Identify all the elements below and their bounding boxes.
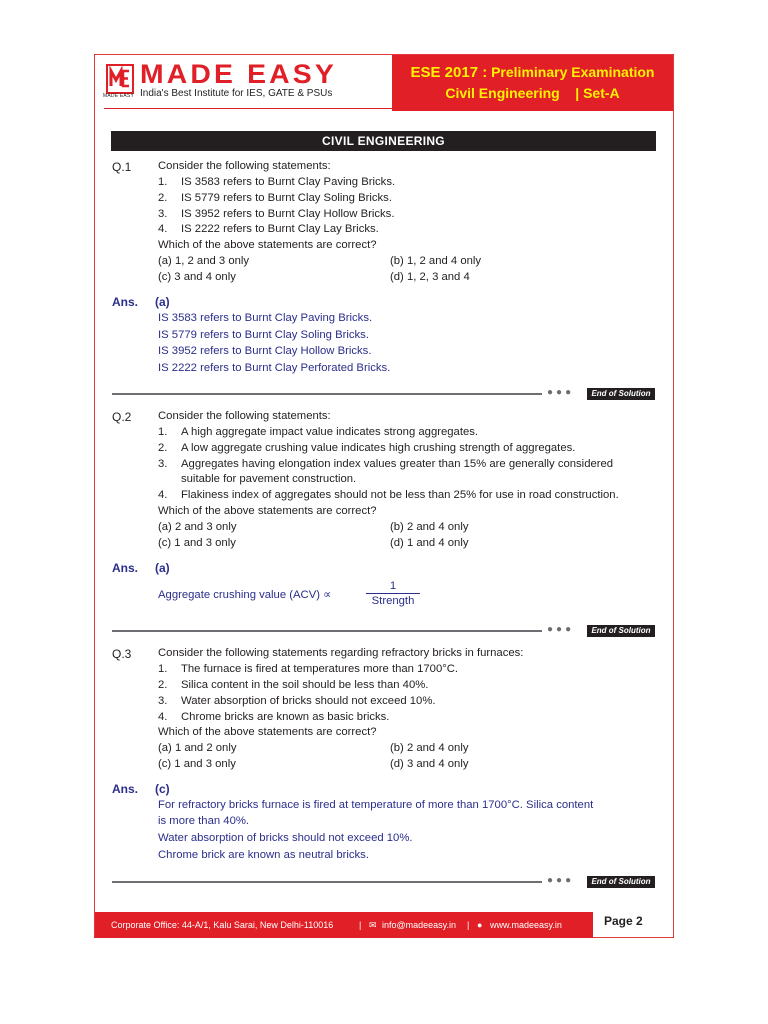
solution-line: IS 3952 refers to Burnt Clay Hollow Bricks. [158,345,372,357]
logo-icon [108,66,132,92]
statement-text: Water absorption of bricks should not exceed 10%. [181,695,436,707]
option-b: (b) 2 and 4 only [390,742,469,754]
solution-line: For refractory bricks furnace is fired at temperature of more than 1700°C. Silica content [158,799,594,811]
question-stem: Consider the following statements regarding refractory bricks in furnaces: [158,647,524,659]
statement-num: 1. [158,663,168,675]
statement-text: Silica content in the soil should be less than 40%. [181,679,429,691]
statement-num: 2. [158,679,168,691]
question-prompt: Which of the above statements are correct? [158,726,377,738]
statement-num: 2. [158,442,168,454]
question-number: Q.3 [112,647,132,661]
statement-text: IS 3952 refers to Burnt Clay Hollow Bricks. [181,208,395,220]
formula-numerator: 1 [389,580,397,592]
globe-icon: ● [477,920,483,930]
formula-denominator: Strength [366,593,420,607]
formula-fraction [366,580,420,607]
statement-num: 4. [158,223,168,235]
option-a: (a) 1 and 2 only [158,742,237,754]
statement-text: Chrome bricks are known as basic bricks. [181,711,390,723]
option-d: (d) 1, 2, 3 and 4 [390,271,470,283]
statement-text: A high aggregate impact value indicates strong aggregates. [181,426,479,438]
option-c: (c) 1 and 3 only [158,537,236,549]
option-a: (a) 2 and 3 only [158,521,237,533]
answer-value: (a) [155,561,170,575]
statement-text: Flakiness index of aggregates should not be less than 25% for use in road construction. [181,489,619,501]
statement-num: 3. [158,458,168,470]
footer-office: Corporate Office: 44-A/1, Kalu Sarai, New Delhi-110016 [111,920,334,930]
solution-line: IS 2222 refers to Burnt Clay Perforated Bricks. [158,362,391,374]
option-b: (b) 2 and 4 only [390,521,469,533]
solution-line: Water absorption of bricks should not exceed 10%. [158,832,413,844]
statement-text: IS 3583 refers to Burnt Clay Paving Bricks. [181,176,396,188]
statement-text: Aggregates having elongation index values greater than 15% are generally considered [181,458,614,470]
statement-num: 1. [158,176,168,188]
option-d: (d) 1 and 4 only [390,537,469,549]
answer-value: (c) [155,782,170,796]
exam-header [392,55,673,111]
question-number: Q.1 [112,160,132,174]
footer-website[interactable]: www.madeeasy.in [490,920,562,930]
statement-text: A low aggregate crushing value indicates high crushing strength of aggregates. [181,442,576,454]
brand-tagline: India's Best Institute for IES, GATE & PSUs [140,88,333,99]
option-b: (b) 1, 2 and 4 only [390,255,482,267]
footer-bar [95,912,593,938]
footer-email[interactable]: info@madeeasy.in [382,920,457,930]
end-of-solution-badge: End of Solution [587,388,655,400]
solution-divider [112,393,542,395]
exam-title-line [392,64,673,81]
exam-title: Preliminary Examination [491,64,655,80]
exam-set: | Set-A [575,85,620,101]
made-easy-logo-mark [106,64,134,94]
statement-num: 4. [158,711,168,723]
brand-name: MADE EASY [140,59,337,89]
statement-text: suitable for pavement construction. [181,473,357,485]
statement-num: 4. [158,489,168,501]
statement-num: 3. [158,695,168,707]
solution-line: IS 5779 refers to Burnt Clay Soling Bricks. [158,329,369,341]
statement-num: 2. [158,192,168,204]
question-stem: Consider the following statements: [158,410,331,422]
statement-num: 3. [158,208,168,220]
answer-value: (a) [155,295,170,309]
solution-line: Chrome brick are known as neutral bricks. [158,849,369,861]
formula-lhs: Aggregate crushing value (ACV) ∝ [158,589,332,601]
exam-code: ESE 2017 : [410,64,488,81]
exam-subject: Civil Engineering [445,85,560,101]
question-prompt: Which of the above statements are correct? [158,239,377,251]
option-d: (d) 3 and 4 only [390,758,469,770]
footer-separator: | [467,920,470,930]
answer-label: Ans. [112,295,139,309]
solution-line: is more than 40%. [158,815,250,827]
question-prompt: Which of the above statements are correct? [158,505,377,517]
page-number: Page 2 [604,914,643,928]
statement-num: 1. [158,426,168,438]
solution-divider [112,881,542,883]
solution-divider [112,630,542,632]
option-c: (c) 1 and 3 only [158,758,236,770]
statement-text: The furnace is fired at temperatures more than 1700°C. [181,663,459,675]
exam-subject-line [392,85,673,101]
question-stem: Consider the following statements: [158,160,331,172]
end-of-solution-badge: End of Solution [587,876,655,888]
divider-dots: ●●● [547,875,575,886]
divider-dots: ●●● [547,624,575,635]
mail-icon: ✉ [369,920,377,930]
question-number: Q.2 [112,410,132,424]
logo-caption: MADE EASY [103,93,134,99]
end-of-solution-badge: End of Solution [587,625,655,637]
option-a: (a) 1, 2 and 3 only [158,255,250,267]
solution-line: IS 3583 refers to Burnt Clay Paving Bricks. [158,312,373,324]
answer-label: Ans. [112,561,139,575]
divider-dots: ●●● [547,387,575,398]
statement-text: IS 5779 refers to Burnt Clay Soling Bricks. [181,192,392,204]
answer-label: Ans. [112,782,139,796]
header-divider [104,108,392,109]
section-title: CIVIL ENGINEERING [111,131,656,151]
footer-separator: | [359,920,362,930]
option-c: (c) 3 and 4 only [158,271,236,283]
statement-text: IS 2222 refers to Burnt Clay Lay Bricks. [181,223,379,235]
